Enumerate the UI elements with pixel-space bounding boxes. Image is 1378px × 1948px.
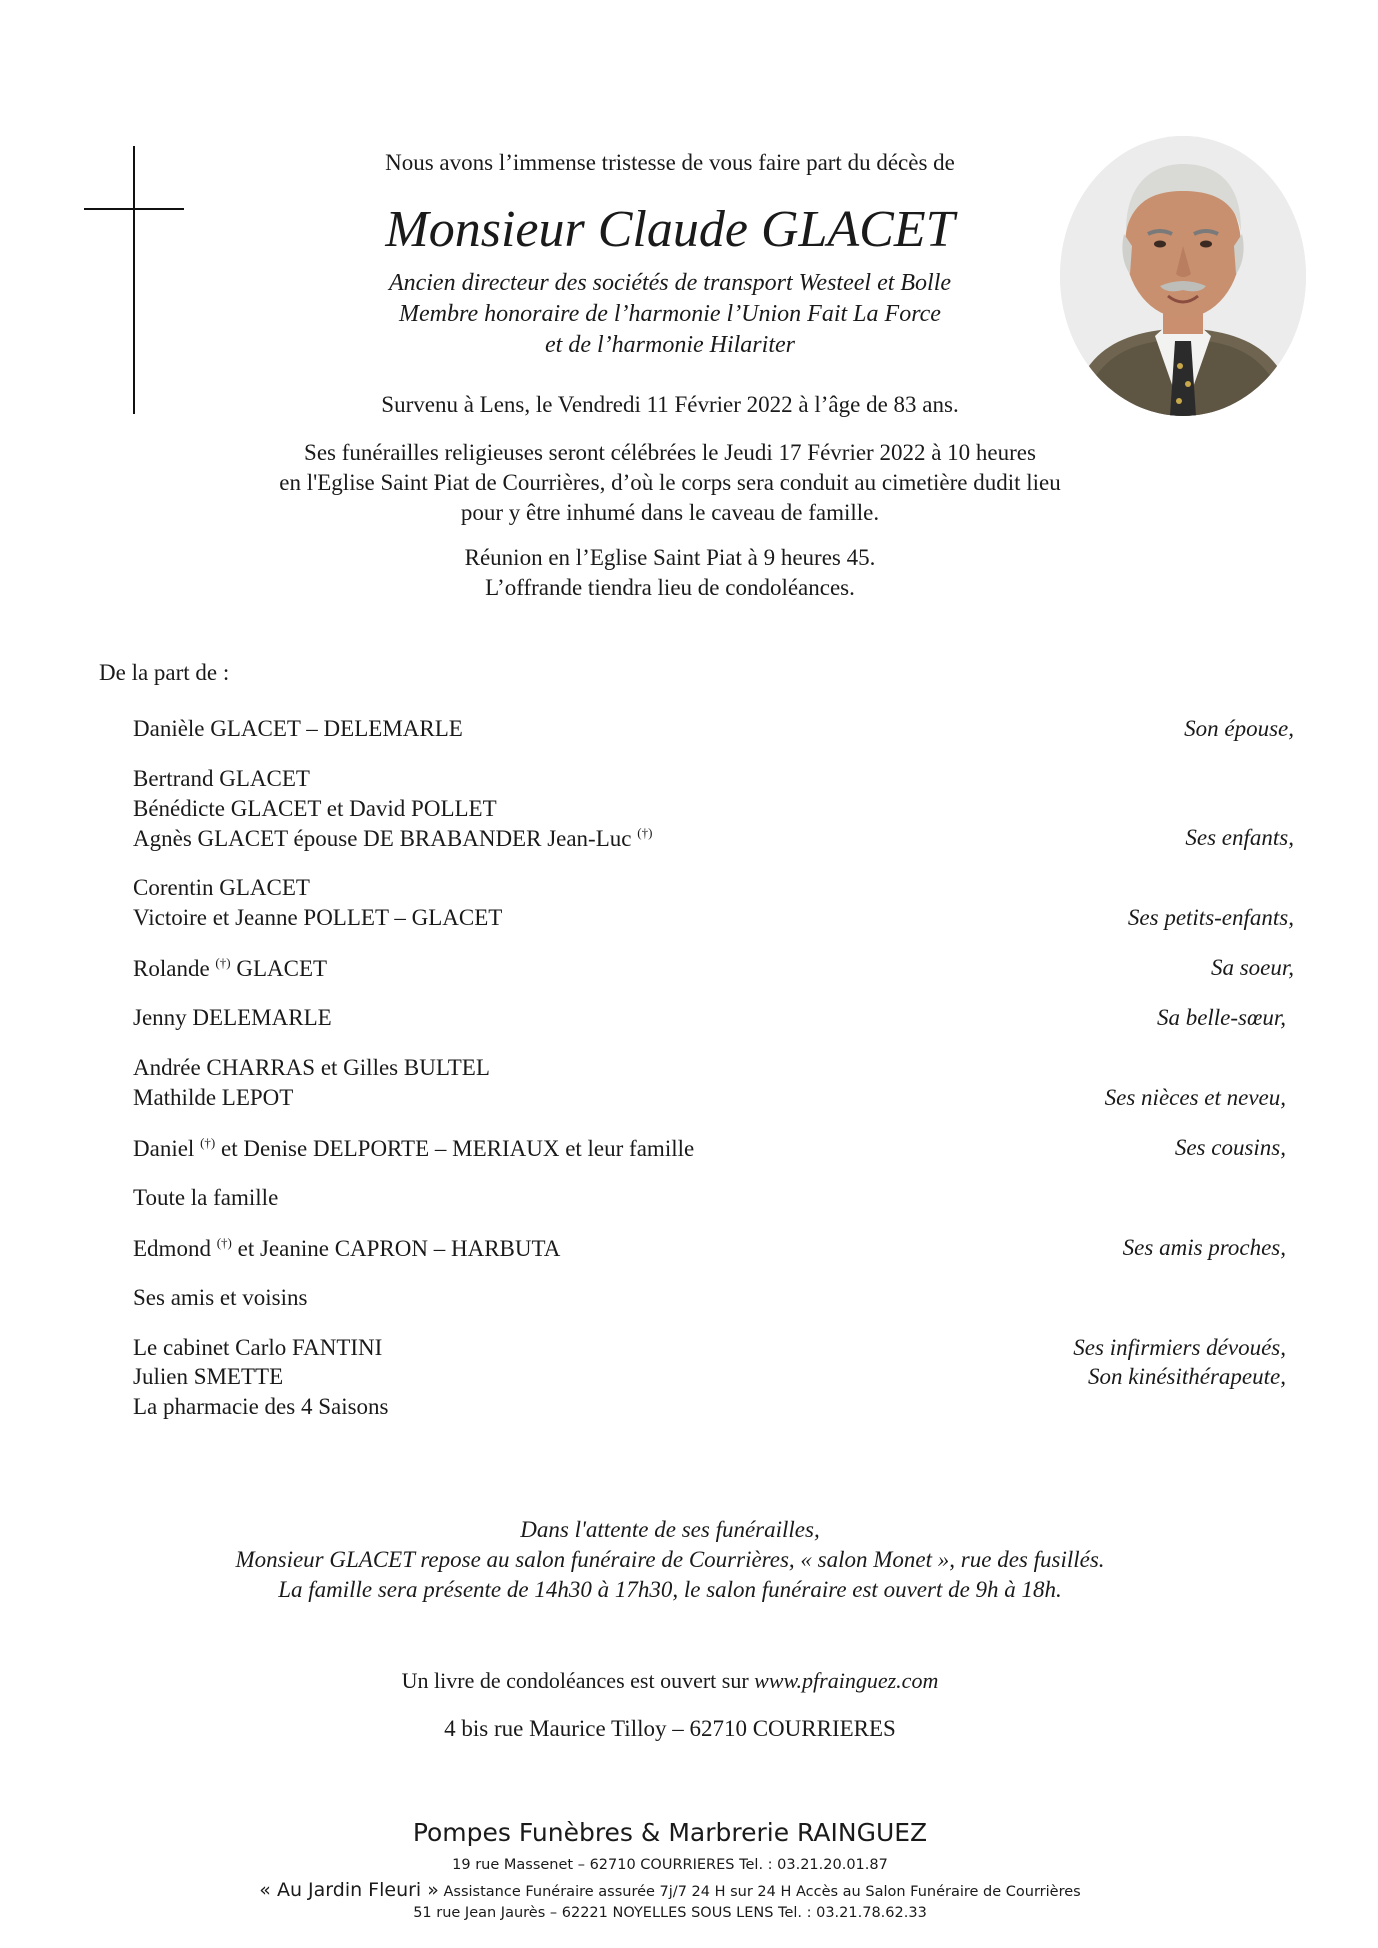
company-address-1: 19 rue Massenet – 62710 COURRIERES Tel. : 03.21.20.01.87 (452, 1857, 888, 1873)
family-member: Corentin GLACET (133, 875, 310, 900)
family-relation: Sa soeur, (1210, 955, 1294, 980)
company-services: « Au Jardin Fleuri » Assistance Funéraire assurée 7j/7 24 H sur 24 H Accès au Salon Funéraire de Courrières (259, 1879, 1081, 1901)
family-member: Victoire et Jeanne POLLET – GLACET (133, 905, 503, 930)
meeting-details (200, 543, 1140, 603)
company-name: Pompes Funèbres & Marbrerie RAINGUEZ (412, 1818, 928, 1847)
funeral-line: en l'Eglise Saint Piat de Courrières, d’où le corps sera conduit au cimetière dudit lieu (279, 470, 1061, 495)
funeral-line: pour y être inhumé dans le caveau de famille. (460, 500, 880, 525)
funeral-line: Ses funérailles religieuses seront célébrées le Jeudi 17 Février 2022 à 10 heures (304, 440, 1036, 465)
cross-horizontal-bar (84, 208, 184, 210)
family-relation: Ses nièces et neveu, (1104, 1085, 1286, 1110)
family-member: Ses amis et voisins (133, 1285, 308, 1310)
family-member: Agnès GLACET épouse DE BRABANDER Jean-Luc (†) (133, 825, 653, 851)
family-member: Bertrand GLACET (133, 766, 310, 791)
death-notice: Survenu à Lens, le Vendredi 11 Février 2022 à l’âge de 83 ans. (381, 392, 959, 417)
family-member: Edmond (†) et Jeanine CAPRON – HARBUTA (133, 1235, 561, 1261)
family-member: Bénédicte GLACET et David POLLET (133, 796, 497, 821)
family-member: Andrée CHARRAS et Gilles BULTEL (133, 1055, 490, 1080)
deceased-marker: (†) (200, 1135, 216, 1150)
family-relation: Son épouse, (1184, 716, 1294, 741)
deceased-titles (200, 268, 1140, 361)
title-line: Membre honoraire de l’harmonie l’Union Fait La Force (399, 301, 941, 327)
family-member: Toute la famille (133, 1185, 279, 1210)
meeting-line: L’offrande tiendra lieu de condoléances. (485, 575, 855, 600)
family-member: La pharmacie des 4 Saisons (133, 1394, 389, 1419)
title-line: Ancien directeur des sociétés de transport Westeel et Bolle (388, 270, 952, 296)
viewing-line: La famille sera présente de 14h30 à 17h30, le salon funéraire est ouvert de 9h à 18h. (278, 1577, 1062, 1602)
company-address-2: 51 rue Jean Jaurès – 62221 NOYELLES SOUS LENS Tel. : 03.21.78.62.33 (413, 1905, 927, 1921)
family-relation: Son kinésithérapeute, (1087, 1364, 1286, 1389)
title-line: et de l’harmonie Hilariter (545, 332, 795, 358)
family-member: Julien SMETTE (133, 1364, 284, 1389)
family-relation: Sa belle-sœur, (1156, 1005, 1286, 1030)
condolence-book: Un livre de condoléances est ouvert sur www.pfrainguez.com (401, 1668, 939, 1693)
brand-name: « Au Jardin Fleuri » (259, 1879, 439, 1901)
intro-text: Nous avons l’immense tristesse de vous faire part du décès de (385, 150, 955, 175)
family-relation: Ses infirmiers dévoués, (1073, 1335, 1286, 1360)
funeral-details (200, 438, 1140, 528)
family-member: Rolande (†) GLACET (133, 955, 328, 981)
family-member: Daniel (†) et Denise DELPORTE – MERIAUX et leur famille (133, 1135, 695, 1161)
family-relation: Ses petits-enfants, (1127, 905, 1294, 930)
viewing-line: Dans l'attente de ses funérailles, (520, 1517, 820, 1542)
deceased-marker: (†) (216, 1235, 232, 1250)
viewing-line: Monsieur GLACET repose au salon funéraire de Courrières, « salon Monet », rue des fusillés. (235, 1547, 1105, 1572)
meeting-line: Réunion en l’Eglise Saint Piat à 9 heures 45. (464, 545, 876, 570)
from-heading: De la part de : (99, 660, 230, 685)
family-address: 4 bis rue Maurice Tilloy – 62710 COURRIERES (444, 1716, 896, 1741)
family-relation: Ses amis proches, (1122, 1235, 1286, 1260)
deceased-marker: (†) (637, 825, 653, 840)
family-member: Jenny DELEMARLE (133, 1005, 332, 1030)
family-relation: Ses enfants, (1185, 825, 1294, 850)
viewing-details (150, 1515, 1190, 1605)
family-member: Danièle GLACET – DELEMARLE (133, 716, 463, 741)
family-member: Mathilde LEPOT (133, 1085, 294, 1110)
cross-vertical-bar (133, 146, 135, 414)
condolence-link[interactable]: www.pfrainguez.com (754, 1668, 939, 1693)
family-member: Le cabinet Carlo FANTINI (133, 1335, 383, 1360)
family-relation: Ses cousins, (1174, 1135, 1286, 1160)
deceased-marker: (†) (215, 955, 231, 970)
deceased-name: Monsieur Claude GLACET (385, 201, 955, 258)
